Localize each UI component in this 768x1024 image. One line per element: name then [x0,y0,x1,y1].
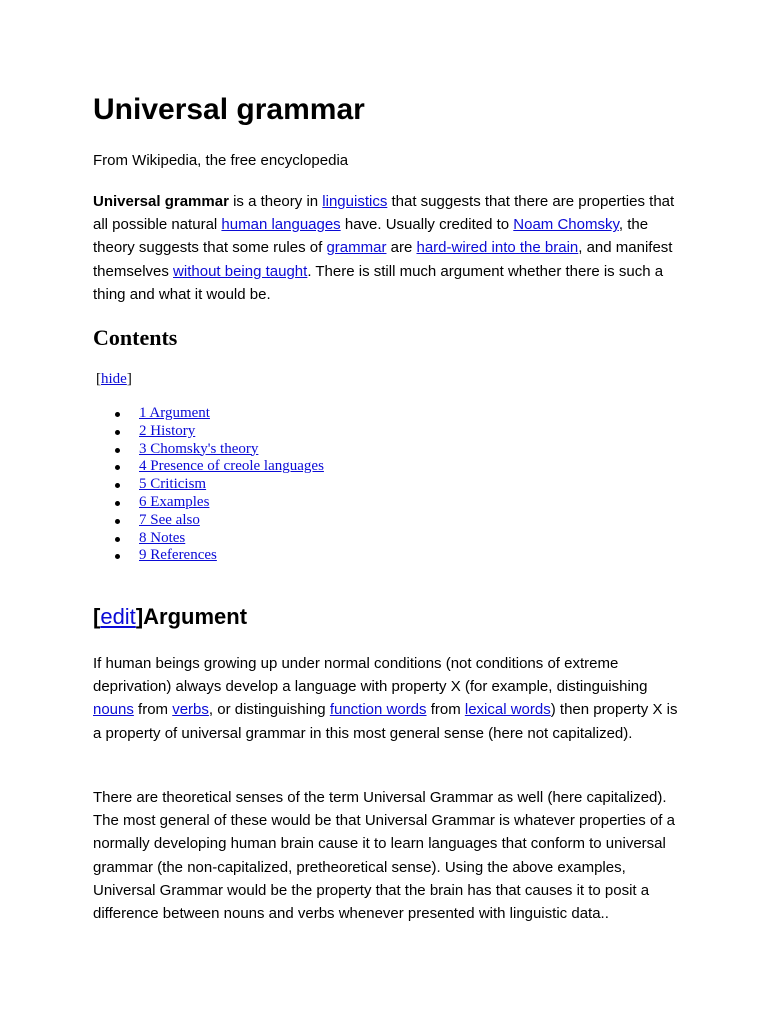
toc-link-criticism[interactable]: 5 Criticism [139,476,207,493]
bullet-icon [115,554,120,559]
toc-item [93,423,324,441]
toc-bracket-open: [ [96,371,101,387]
toc-link-argument[interactable]: 1 Argument [139,405,210,421]
link-lexical-words[interactable]: lexical words [464,701,551,719]
arg1-text-1: If human beings growing up under normal conditions (not conditions of extreme deprivation) always develop a language with property X (for example, distinguishing [93,655,648,696]
toc-link-chomskys-theory[interactable]: 3 Chomsky's theory [139,440,259,457]
arg1-text-2: from [133,701,173,719]
bullet-icon [115,448,120,453]
intro-text-2: that suggests that there are properties that all possible natural [93,193,675,234]
toc-item [93,547,324,565]
bullet-icon [115,430,120,435]
link-human-languages[interactable]: human languages [221,216,341,234]
toc-toggle [96,369,132,389]
intro-text-5: are [386,239,417,257]
toc-heading: Contents [93,325,178,350]
edit-bracket-open: [ [93,604,101,629]
intro-text-3: have. Usually credited to [340,216,514,234]
toc-link-notes[interactable]: 8 Notes [139,529,186,546]
section-heading-text: Argument [143,604,248,629]
toc-item [93,458,324,476]
link-verbs[interactable]: verbs [172,701,209,719]
intro-paragraph [93,190,678,306]
bullet-icon [115,483,120,488]
edit-bracket-close: ] [135,604,144,629]
toc-item [93,441,324,459]
toc-bracket-close: ] [126,371,132,387]
intro-text-1: is a theory in [228,193,323,210]
section-heading-argument [93,603,247,631]
toc-link-examples[interactable]: 6 Examples [139,493,210,510]
link-without-being-taught[interactable]: without being taught [173,262,308,280]
bullet-icon [115,465,120,470]
argument-paragraph-2: There are theoretical senses of the term Universal Grammar as well (here capitalized). The most general of these would be that Universal Grammar is whatever properties of a normally developing human brain cause it to learn languages that conform to universal grammar (the non-capitalized, pretheoretical sense). Using the above examples, Universal Grammar would be the property that the brain has that causes it to posit a difference between nouns and verbs whenever presented with linguistic data.. [93,789,675,923]
intro-bold-term: Universal grammar [93,193,229,210]
link-hard-wired[interactable]: hard-wired into the brain [416,239,579,257]
arg1-text-4: from [426,701,465,719]
edit-link[interactable]: edit [100,604,136,629]
toc-list [93,405,324,565]
toc-item [93,476,324,494]
toc-item [93,530,324,548]
link-noam-chomsky[interactable]: Noam Chomsky [513,216,619,234]
page-subtitle: From Wikipedia, the free encyclopedia [93,152,349,169]
intro-text-4: , the theory suggests that some rules of [93,216,649,257]
toc-link-references[interactable]: 9 References [139,547,217,564]
bullet-icon [115,537,120,542]
intro-text-7: . There is still much argument whether there is such a thing and what it would be. [93,262,664,303]
link-linguistics[interactable]: linguistics [322,193,388,210]
toc-link-creole-languages[interactable]: 4 Presence of creole languages [139,458,324,475]
arg1-text-5: ) then property X is a property of universal grammar in this most general sense (here not capitalized). [93,701,678,742]
intro-text-6: , and manifest themselves [93,239,673,280]
page-title: Universal grammar [93,93,365,126]
toc-item [93,405,324,423]
toc-link-see-also[interactable]: 7 See also [139,511,200,528]
toc-item [93,494,324,512]
toc-link-history[interactable]: 2 History [139,422,196,439]
link-nouns[interactable]: nouns [93,701,134,719]
arg1-text-3: , or distinguishing [208,701,330,719]
bullet-icon [115,412,120,417]
argument-paragraph-1 [93,652,678,745]
toc-hide-link[interactable]: hide [101,371,127,387]
toc-item [93,512,324,530]
bullet-icon [115,519,120,524]
link-function-words[interactable]: function words [329,701,427,719]
bullet-icon [115,501,120,506]
link-grammar[interactable]: grammar [326,239,387,257]
